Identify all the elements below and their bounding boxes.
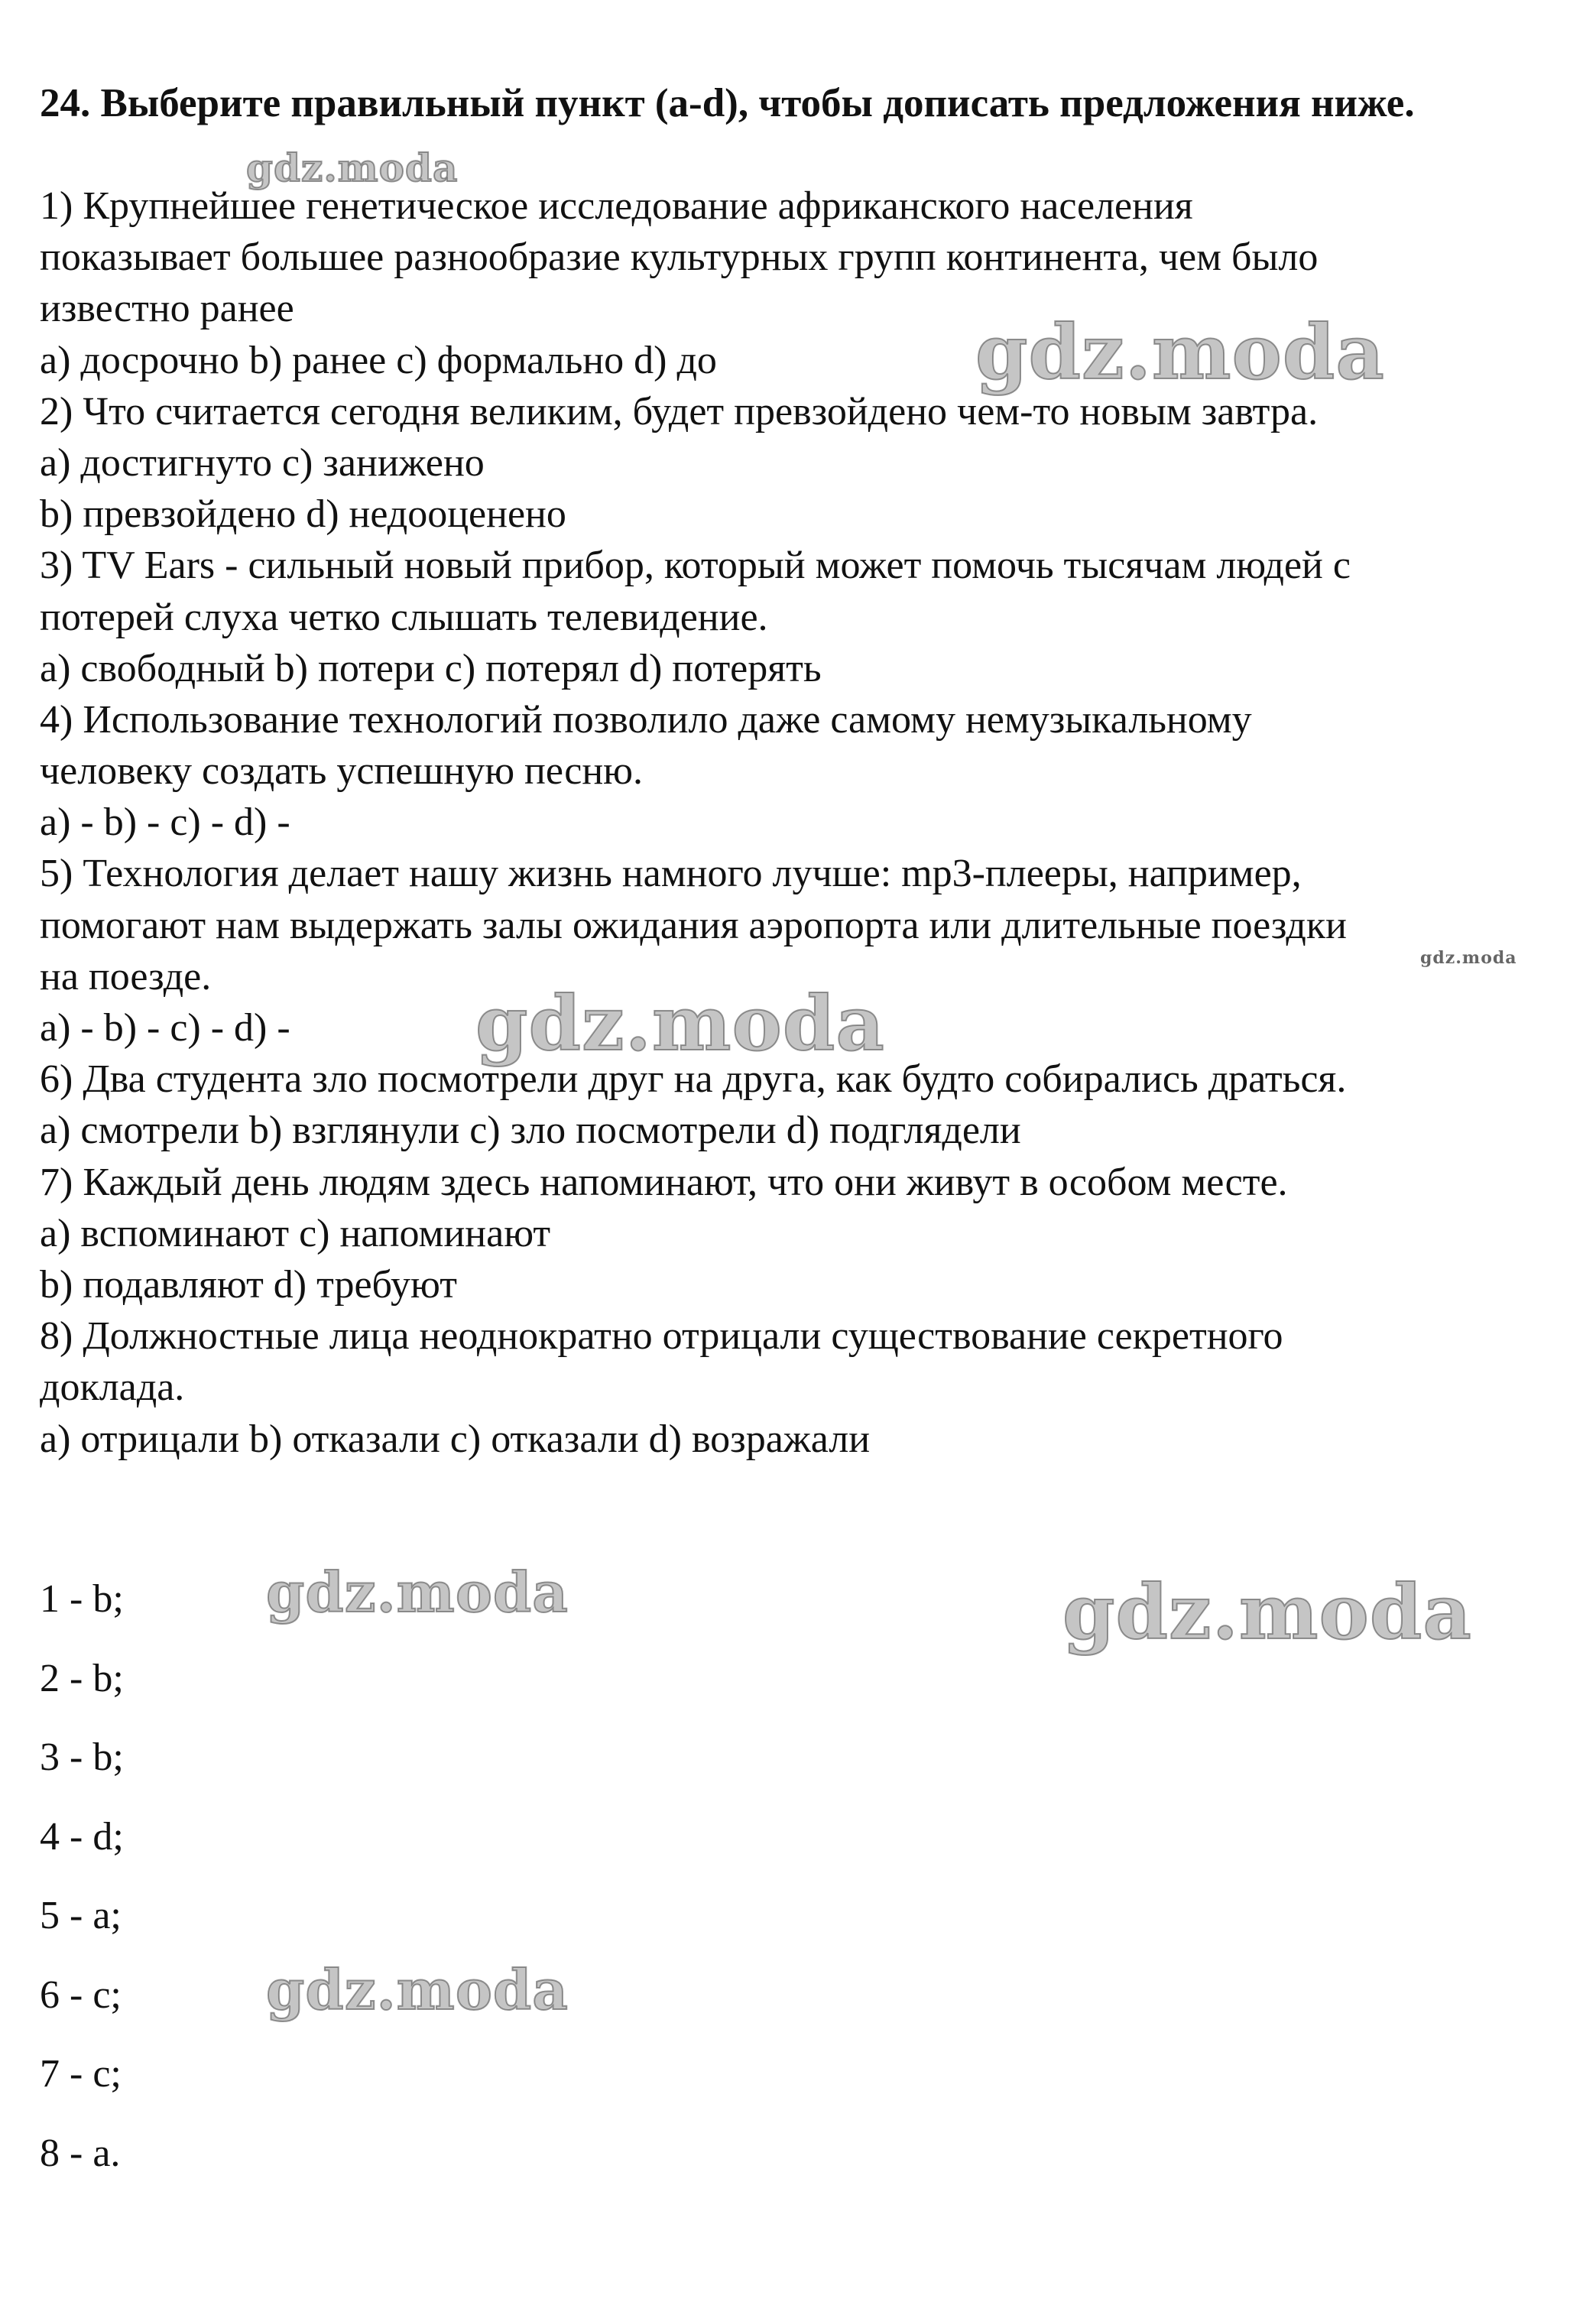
text-line: a) достигнуто c) занижено — [40, 440, 485, 485]
answer-item: 1 - b; — [40, 1577, 124, 1621]
text-line: потерей слуха четко слышать телевидение. — [40, 595, 768, 639]
watermark: gdz.moda — [975, 309, 1385, 397]
text-line: 7) Каждый день людям здесь напоминают, что они живут в особом месте. — [40, 1160, 1288, 1204]
text-line: 5) Технология делает нашу жизнь намного лучше: mp3-плееры, например, — [40, 852, 1302, 896]
answer-list — [40, 1560, 124, 2193]
answer-item: 6 - c; — [40, 1972, 122, 2017]
watermark: gdz.moda — [266, 1560, 569, 1625]
text-line: человеку создать успешную песню. — [40, 749, 644, 794]
text-line: 6) Два студента зло посмотрели друг на друга, как будто собирались драться. — [40, 1057, 1347, 1102]
text-line: a) досрочно b) ранее c) формально d) до — [40, 338, 717, 382]
text-line: 4) Использование технологий позволило даже самому немузыкальному — [40, 697, 1252, 742]
text-line: известно ранее — [40, 287, 294, 331]
text-line: помогают нам выдержать залы ожидания аэропорта или длительные поездки — [40, 903, 1347, 947]
text-line: b) превзойдено d) недооценено — [40, 492, 566, 537]
answer-item: 3 - b; — [40, 1735, 124, 1779]
answer-item: 4 - d; — [40, 1814, 124, 1859]
watermark: gdz.moda — [1062, 1569, 1472, 1657]
answer-item: 8 - a. — [40, 2131, 121, 2175]
watermark: gdz.moda — [1420, 948, 1517, 968]
answer-item: 5 - a; — [40, 1894, 122, 1937]
text-line: 8) Должностные лица неоднократно отрицали существование секретного — [40, 1314, 1283, 1359]
answer-item: 7 - c; — [40, 2052, 122, 2096]
watermark: gdz.moda — [246, 145, 459, 190]
text-line: b) подавляют d) требуют — [40, 1262, 457, 1307]
text-line: на поезде. — [40, 954, 212, 998]
answer-item: 2 - b; — [40, 1656, 124, 1700]
text-line: a) вспоминают c) напоминают — [40, 1211, 551, 1255]
text-line: a) свободный b) потери c) потерял d) потерять — [40, 646, 822, 690]
text-line: a) - b) - c) - d) - — [40, 1006, 290, 1050]
text-line: 3) TV Ears - сильный новый прибор, который может помочь тысячам людей с — [40, 544, 1351, 588]
task-heading: 24. Выберите правильный пункт (a-d), чтобы дописать предложения ниже. — [40, 81, 1415, 125]
text-line: 1) Крупнейшее генетическое исследование африканского населения — [40, 184, 1193, 228]
text-line: a) - b) - c) - d) - — [40, 800, 290, 845]
text-line: a) отрицали b) отказали c) отказали d) возражали — [40, 1417, 871, 1461]
text-line: доклада. — [40, 1365, 185, 1410]
text-line: 2) Что считается сегодня великим, будет превзойдено чем-то новым завтра. — [40, 389, 1319, 433]
text-line: показывает большее разнообразие культурных групп континента, чем было — [40, 235, 1319, 280]
watermark: gdz.moda — [266, 1957, 569, 2022]
text-line: a) смотрели b) взглянули c) зло посмотрели d) подглядели — [40, 1109, 1021, 1153]
watermark: gdz.moda — [475, 980, 885, 1068]
